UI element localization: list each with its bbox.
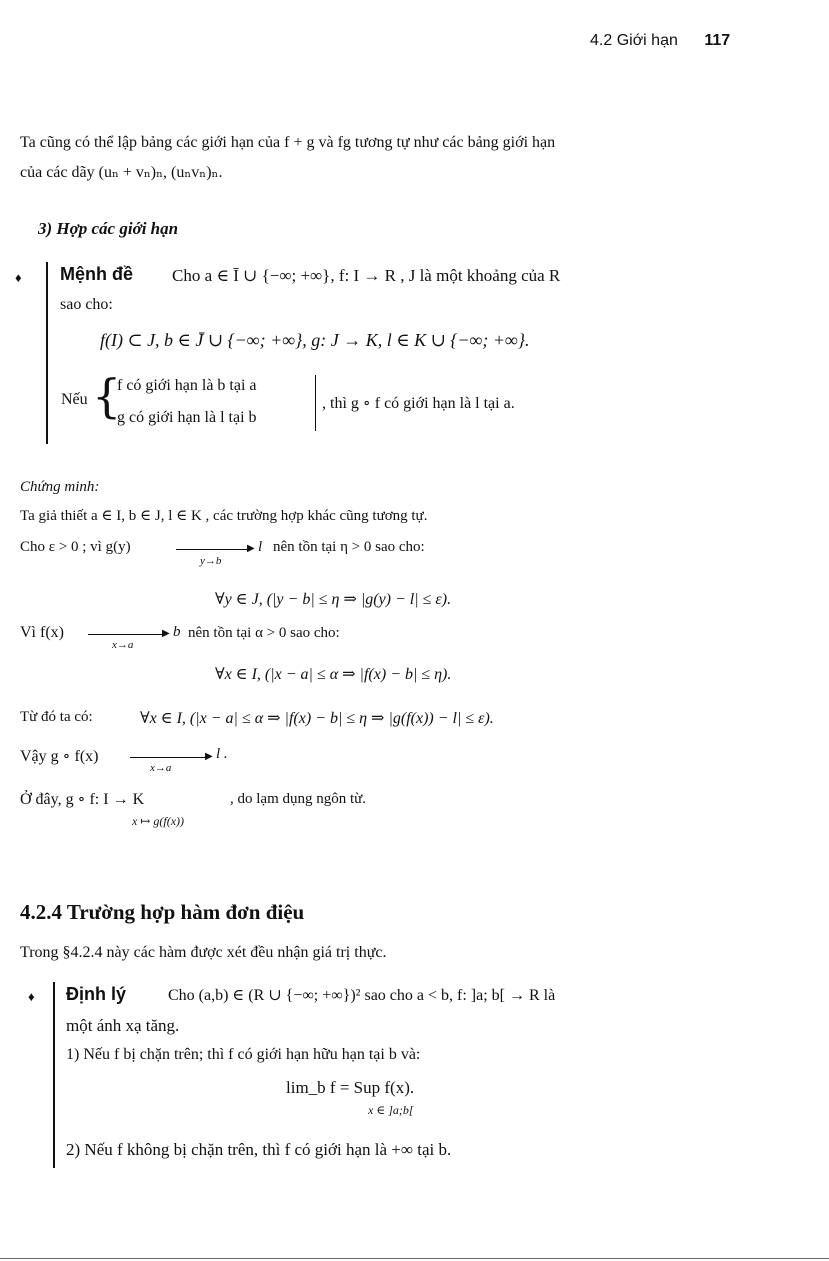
proof-line-4-post: nên tồn tại α > 0 sao cho:	[188, 625, 340, 641]
arrowhead-4: ▶	[162, 628, 170, 639]
arrow-target-7: l .	[216, 746, 228, 762]
theorem-item-2: 2) Nếu f không bị chặn trên, thì f có giới hạn là +∞ tại b.	[66, 1140, 452, 1159]
intro-line-2: của các dãy (uₙ + vₙ)ₙ, (uₙvₙ)ₙ.	[20, 164, 223, 181]
arrow-line-2	[176, 549, 250, 550]
proof-line-4-pre: Vì f(x)	[20, 624, 64, 641]
section-title: 4.2.4 Trường hợp hàm đơn điệu	[20, 900, 305, 924]
proposition-left-bar	[46, 262, 48, 444]
proof-line-6-math: ∀x ∈ I, (|x − a| ≤ α ⇒ |f(x) − b| ≤ η ⇒ |g(f(x)) − l| ≤ ε).	[140, 710, 494, 727]
case-2: g có giới hạn là l tại b	[117, 409, 257, 426]
theorem-item-1: 1) Nếu f bị chặn trên; thì f có giới hạn hữu hạn tại b và:	[66, 1046, 421, 1063]
proof-line-1: Ta giả thiết a ∈ I, b ∈ J, l ∈ K , các trường hợp khác cũng tương tự.	[20, 508, 428, 524]
case-right-bar	[315, 375, 316, 431]
bottom-rule	[0, 1258, 829, 1259]
arrow-sub-2: y→b	[200, 555, 222, 567]
bullet-proposition: ♦	[15, 270, 22, 285]
theorem-formula: lim_b f = Sup f(x).	[286, 1078, 415, 1097]
arrow-target-4: b	[173, 624, 181, 640]
theorem-line-2: một ánh xạ tăng.	[66, 1016, 180, 1035]
proof-line-8-sub: x ↦ g(f(x))	[132, 814, 185, 828]
proof-line-3: ∀y ∈ J, (|y − b| ≤ η ⇒ |g(y) − l| ≤ ε).	[215, 591, 452, 608]
subsection-title: 3) Hợp các giới hạn	[38, 219, 179, 238]
bullet-theorem: ♦	[28, 989, 35, 1004]
proposition-line-1: Cho a ∈ Ī ∪ {−∞; +∞}, f: I → R , J là một khoảng của R	[172, 266, 561, 285]
theorem-label: Định lý	[66, 984, 127, 1004]
theorem-left-bar	[53, 982, 55, 1168]
proposition-label: Mệnh đề	[60, 264, 134, 284]
proposition-conclusion: , thì g ∘ f có giới hạn là l tại a.	[322, 395, 515, 412]
arrowhead-7: ▶	[205, 751, 213, 762]
left-brace: {	[92, 369, 122, 423]
arrow-line-7	[130, 757, 208, 758]
proof-line-6-pre: Từ đó ta có:	[20, 709, 93, 725]
page-number: 117	[704, 32, 731, 49]
proof-line-7-pre: Vậy g ∘ f(x)	[20, 748, 99, 765]
if-word: Nếu	[61, 391, 88, 408]
proof-line-2-post: nên tồn tại η > 0 sao cho:	[273, 539, 425, 555]
section-name: 4.2 Giới hạn	[590, 32, 678, 49]
proposition-line-3: f(I) ⊂ J, b ∈ J̄ ∪ {−∞; +∞}, g: J → K, l ∈ K ∪ {−∞; +∞}.	[100, 330, 530, 350]
case-1: f có giới hạn là b tại a	[117, 377, 257, 394]
section-intro: Trong §4.2.4 này các hàm được xét đều nhận giá trị thực.	[20, 944, 387, 961]
theorem-formula-sub: x ∈ ]a;b[	[368, 1103, 414, 1117]
arrow-sub-4: x→a	[112, 639, 134, 651]
arrow-sub-7: x→a	[150, 762, 172, 774]
arrow-line-4	[88, 634, 165, 635]
proof-label: Chứng minh:	[20, 479, 100, 495]
proof-line-2-pre: Cho ε > 0 ; vì g(y)	[20, 539, 131, 555]
running-head	[590, 32, 730, 50]
theorem-line-1: Cho (a,b) ∈ (R ∪ {−∞; +∞})² sao cho a < b, f: ]a; b[ → R là	[168, 987, 556, 1004]
proof-line-8-post: , do lạm dụng ngôn từ.	[230, 791, 367, 807]
proposition-line-2: sao cho:	[60, 296, 113, 313]
arrowhead-2: ▶	[247, 543, 255, 554]
proposition-label-wrap	[60, 264, 133, 285]
proof-line-5: ∀x ∈ I, (|x − a| ≤ α ⇒ |f(x) − b| ≤ η).	[215, 666, 452, 683]
arrow-target-2: l	[258, 539, 263, 555]
proof-line-8-pre: Ở đây, g ∘ f: I → K	[20, 791, 145, 808]
intro-line-1: Ta cũng có thể lập bảng các giới hạn của f + g và fg tương tự như các bảng giới hạn	[20, 134, 556, 151]
